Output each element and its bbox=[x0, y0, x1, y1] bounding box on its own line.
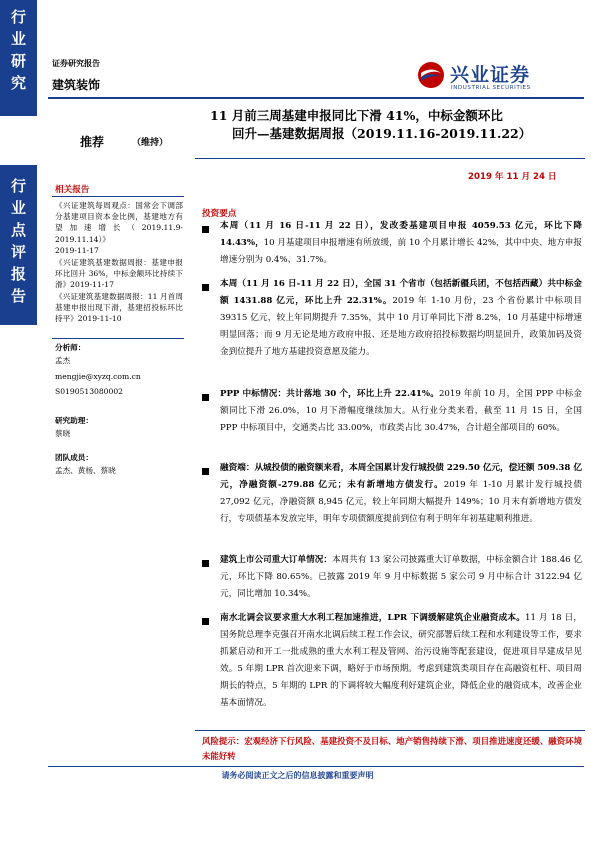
sidebar-char: 告 bbox=[10, 287, 26, 305]
risk-label: 风险提示： bbox=[202, 736, 245, 746]
sidebar-char: 点 bbox=[10, 221, 26, 239]
footer-rule bbox=[48, 766, 584, 767]
bullet-text: 本周共有 13 家公司披露重大订单数据，中标金额合计 188.46 亿元，环比下降 80.65%。已披露 2019 年 9 月中标数据 5 家公司 9 月中标合计 3122.94 亿元，同比增加 10.34%。 bbox=[220, 555, 582, 599]
risk-rule bbox=[195, 730, 585, 731]
bullet-paragraph-6 bbox=[220, 610, 582, 712]
related-rule bbox=[52, 196, 184, 197]
rating-status: （维持） bbox=[132, 138, 169, 148]
analyst-email: mengjie@xyzq.com.cn bbox=[55, 372, 141, 381]
sidebar-bottom-band bbox=[0, 165, 37, 325]
bullet-bold: PPP 中标情况：共计落地 30 个，环比上升 22.41%。 bbox=[220, 389, 439, 399]
bullet-text: 10 月基建项目申报增速有所放缓，前 10 个月累计增长 42%，其中中央、地方申报增速分别为 0.4%、31.7%。 bbox=[220, 238, 582, 265]
assistant-name: 蔡晓 bbox=[55, 429, 71, 438]
footer-disclaimer: 请务必阅读正文之后的信息披露和重要声明 bbox=[221, 771, 374, 780]
bullet-paragraph-5 bbox=[220, 552, 582, 603]
sidebar-char: 究 bbox=[10, 74, 26, 92]
bullet-bold: 本周（11 月 16 日-11 月 22 日），发改委基建项目申报 4059.53 亿元，环比下降 14.43%， bbox=[220, 221, 582, 248]
bullet-bold: 南水北调会议要求重大水利工程加速推进，LPR 下调缓解建筑企业融资成本。 bbox=[220, 613, 526, 623]
bullet-paragraph-4 bbox=[220, 460, 582, 528]
industry-name: 建筑装饰 bbox=[52, 78, 101, 92]
report-title-line2: 回升—基建数据周报（2019.11.16-2019.11.22） bbox=[232, 126, 532, 141]
related-report-3: 《兴证建筑基建数据周报：11 月首周基建申报出现下滑，基建招投标环比持平》2019-11-10 bbox=[55, 292, 183, 324]
rating-label: 推荐 bbox=[80, 135, 105, 149]
sidebar-top-band bbox=[0, 0, 37, 116]
bullet-text: 2019 年 1-10 月累计发行城投债 27,092 亿元，净融资额 8,945 亿元，较上年同期大幅提升 149%；10 月末有新增地方债发行，专项债基本发放完毕，明年专项债额度提前到位有利于明年年初基建顺利推进。 bbox=[220, 480, 582, 524]
section-title: 投资要点 bbox=[202, 209, 237, 219]
team-title: 团队成员： bbox=[55, 453, 93, 462]
bullet-marker bbox=[202, 560, 209, 567]
bullet-marker bbox=[202, 284, 209, 291]
bullet-text: 2019 年 1-10 月份，23 个省份累计中标项目 39315 亿元，较上年同期提升 7.35%，其中 10 月订单同比下滑 8.2%，10 月基建中标增速明显回落；而 9 月无论是地方政府申报、还是地方政府招投标数据均明显回升，政策加码及资金到位提升了地方基建投资意愿及能力。 bbox=[220, 296, 582, 357]
assistant-title: 研究助理： bbox=[55, 416, 93, 425]
analyst-rule bbox=[52, 338, 184, 339]
analyst-cert: S0190513080002 bbox=[55, 387, 124, 396]
report-date: 2019 年 11 月 24 日 bbox=[468, 172, 557, 182]
header-rule bbox=[48, 97, 584, 99]
bullet-marker bbox=[202, 468, 209, 475]
report-title-line1: 11 月前三周基建申报同比下滑 41%，中标金额环比 bbox=[210, 108, 503, 123]
title-rule bbox=[195, 158, 585, 159]
sidebar-char: 报 bbox=[10, 265, 26, 283]
bullet-paragraph-2 bbox=[220, 276, 582, 361]
report-type: 证券研究报告 bbox=[52, 59, 100, 68]
sidebar-char: 研 bbox=[10, 52, 26, 70]
bullet-marker bbox=[202, 618, 209, 625]
bullet-paragraph-1 bbox=[220, 218, 582, 269]
related-report-date: 2019-11-17 bbox=[55, 246, 99, 255]
company-logo-icon bbox=[416, 60, 446, 90]
sidebar-char: 评 bbox=[10, 243, 26, 261]
related-title: 相关报告 bbox=[55, 185, 90, 195]
bullet-text: 11 月 18 日，国务院总理李克强召开南水北调后续工程工作会议，研究部署后续工程和水利建设等工作，要求抓紧启动和开工一批成熟的重大水利工程及管网、治污设施等配套建设，促进项目早建成早见效。5 年期 LPR 首次迎来下调，略好于市场预期。考虑到建筑类项目存在高融资杠杆、项目周期长的特点，5 年期的 LPR 的下调将较大幅度利好建筑企业，降低企业的融资成本，改善企业基本面情况。 bbox=[220, 613, 582, 708]
related-report-2: 《兴证建筑基建数据周报：基建申报环比回升 36%，中标金额环比持续下滑》2019-11-17 bbox=[55, 258, 183, 290]
sidebar-char: 行 bbox=[10, 8, 26, 26]
sidebar-char: 业 bbox=[10, 30, 26, 48]
bullet-marker bbox=[202, 394, 209, 401]
logo-cn-text: 兴业证券 bbox=[450, 64, 531, 86]
logo-en-text: INDUSTRIAL SECURITIES bbox=[451, 85, 531, 91]
analyst-name: 孟杰 bbox=[55, 356, 71, 365]
bullet-paragraph-3 bbox=[220, 386, 582, 437]
team-members: 孟杰、黄杨、蔡晓 bbox=[55, 466, 116, 475]
risk-block bbox=[202, 734, 582, 764]
related-report-1: 《兴证建筑每周观点：国常会下调部分基建项目资本金比例，基建地方有望加速增长（2019.11.9-2019.11.14）》 bbox=[55, 201, 183, 244]
bullet-text: 2019 年前 10 月，全国 PPP 中标金额同比下滑 26.0%，10 月下滑幅度继续加大。从行业分类来看，截至 11 月 15 日，全国 PPP 中标项目中，交通类占比 33.00%，市政类占比 30.47%，合计超全部项目的 60%。 bbox=[220, 389, 583, 433]
sidebar-char: 业 bbox=[10, 199, 26, 217]
bullet-bold: 建筑上市公司重大订单情况： bbox=[220, 555, 332, 565]
analyst-title: 分析师： bbox=[55, 343, 86, 352]
risk-text: 宏观经济下行风险、基建投资不及目标、地产销售持续下滑、项目推进速度还缓、融资环境未能好转 bbox=[202, 736, 583, 761]
bullet-bold: 本周（11 月 16 日-11 月 22 日），全国 31 个省市（包括新疆兵团，不包括西藏）共中标金额 1431.88 亿元，环比上升 22.31%。 bbox=[220, 279, 582, 306]
sidebar-char: 行 bbox=[10, 177, 26, 195]
bullet-bold: 融资端：从城投债的融资额来看，本周全国累计发行城投债 229.50 亿元，偿还额 509.38 亿元，净融资额-279.88 亿元；未有新增地方债发行。 bbox=[220, 463, 582, 490]
bullet-marker bbox=[202, 226, 209, 233]
